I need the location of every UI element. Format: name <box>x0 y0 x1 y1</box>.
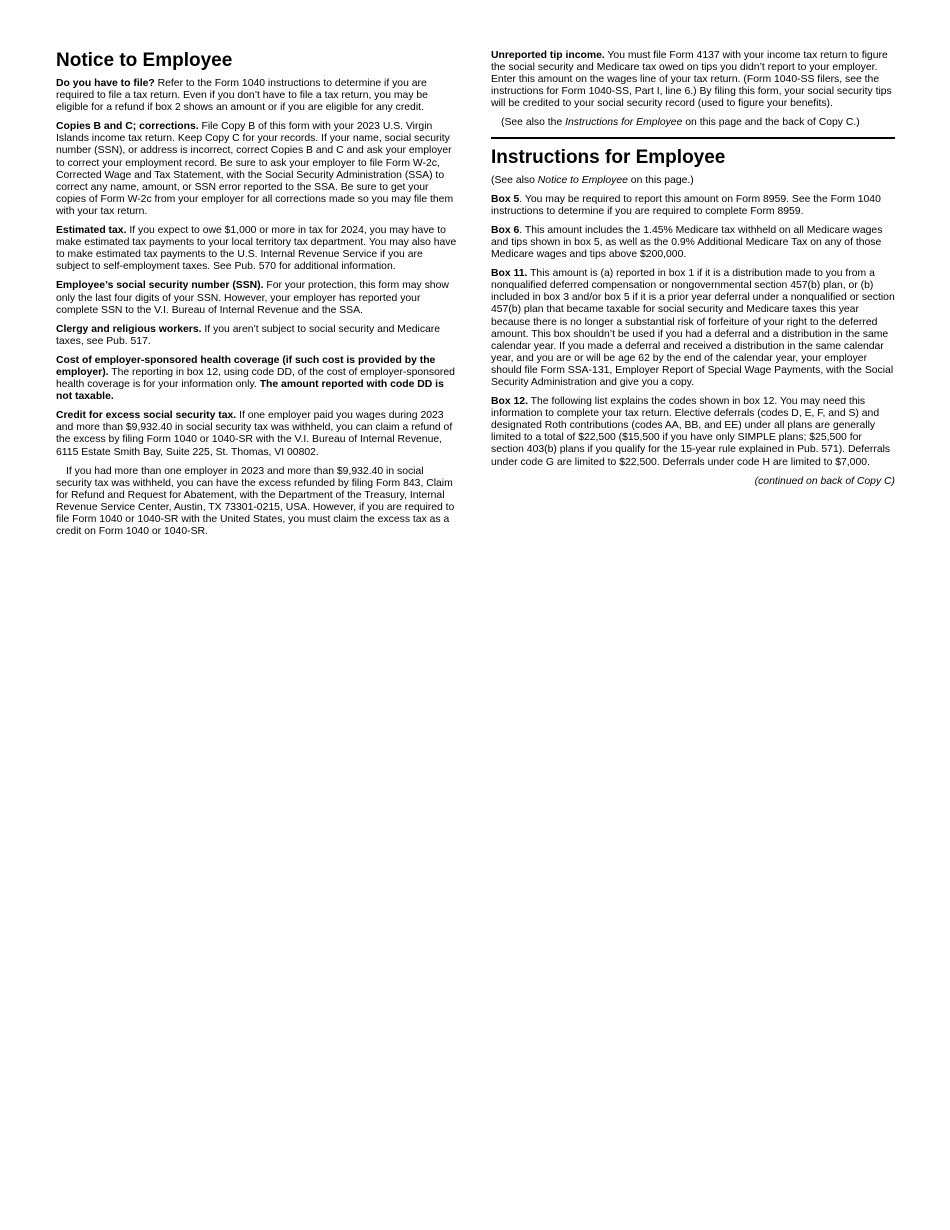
ssn-lead: Employee’s social security number (SSN). <box>56 280 264 292</box>
multiple-employers-paragraph: If you had more than one employer in 2023 and more than $9,932.40 in social security tax was withheld, you can have the excess refunded by filing Form 843, Claim for Refund and Request for Abatement, with the Department of the Treasury, Internal Revenue Service Center, Austin, TX 73301-0215, USA. However, if you are required to file Form 1040 or 1040-SR with the United States, you must claim the excess tax as a credit on Form 1040 or 1040-SR. <box>56 465 455 538</box>
health-coverage-paragraph: Cost of employer-sponsored health coverage (if such cost is provided by the employer). The reporting in box 12, using code DD, of the cost of employer-sponsored health coverage is for your information only. The amount reported with code DD is not taxable. <box>56 354 455 403</box>
box5-paragraph: Box 5. You may be required to report this amount on Form 8959. See the Form 1040 instructions to determine if you are required to complete Form 8959. <box>491 193 881 217</box>
box12-paragraph: Box 12. The following list explains the codes shown in box 12. You may need this information to complete your tax return. Elective deferrals (codes D, E, F, and S) and designated Roth contributions (codes AA, BB, and EE) under all plans are generally limited to a total of $22,500 ($15,500 if you have only SIMPLE plans; $25,500 for section 403(b) plans if you qualify for the 15-year rule explained in Pub. 571). Deferrals under code G are limited to $22,500. Deferrals under code H are limited to $7,000. <box>491 396 891 468</box>
continued-note: (continued on back of Copy C) <box>754 475 895 487</box>
box6-paragraph: Box 6. This amount includes the 1.45% Medicare tax withheld on all Medicare wages and tips shown in box 5, as well as the 0.9% Additional Medicare Tax on any of those Medicare wages and tips above $200,000. <box>491 224 883 261</box>
box6-lead: Box 6 <box>491 224 520 236</box>
box5-lead: Box 5 <box>491 193 520 205</box>
section-divider <box>491 137 895 139</box>
health-coverage-lead: Cost of employer-sponsored health coverage (if such cost is provided by the employer). <box>56 354 436 378</box>
box11-paragraph: Box 11. This amount is (a) reported in box 1 if it is a distribution made to you from a nonqualified deferred compensation or nongovernmental section 457(b) plan, or (b) included in box 3 and/or box 5 if it is a prior year deferral under a nonqualified or section 457(b) plan that became taxable for social security and Medicare taxes this year because there is no longer a substantial risk of forfeiture of your right to the deferred amount. This box shouldn’t be used if you had a deferral and a distribution in the same calendar year. If you made a deferral and received a distribution in the same calendar year, and you are or will be age 62 by the end of the calendar year, your employer should file Form SSA-131, Employer Report of Special Wage Payments, with the Social Security Administration and give you a copy. <box>491 268 895 388</box>
corrections-paragraph: Copies B and C; corrections. File Copy B of this form with your 2023 U.S. Virgin Islands income tax return. Keep Copy C for your records. If your name, social security number (SSN), or address is incorrect, correct Copies B and C and ask your employer to correct your employment record. Be sure to ask your employer to file Form W-2c, Corrected Wage and Tax Statement, with the Social Security Administration (SSA) to correct any name, amount, or SSN error reported to the SSA. Be sure to get your copies of Form W-2c from your employer for all corrections made so you may file them with your tax return. <box>56 121 454 217</box>
estimated-tax-lead: Estimated tax. <box>56 225 127 237</box>
instructions-title: Instructions for Employee <box>491 146 726 168</box>
ssn-paragraph: Employee’s social security number (SSN). For your protection, this form may show only the last four digits of your SSN. However, your employer has reported your complete SSN to the V.I. Bureau of Internal Revenue and the SSA. <box>56 280 449 316</box>
notice-column <box>56 50 458 545</box>
estimated-tax-paragraph: Estimated tax. If you expect to owe $1,000 or more in tax for 2024, you may have to make estimated tax payments to your local territory tax department. You may also have to make estimated tax payments to the U.S. Internal Revenue Service if you are subject to self-employment taxes. See Pub. 570 for additional information. <box>56 225 457 273</box>
excess-ss-tax-paragraph: Credit for excess social security tax. If one employer paid you wages during 2023 and more than $9,932.40 in social security tax was withheld, you can claim a refund of the excess by filing Form 1040 or 1040-SR with the V.I. Bureau of Internal Revenue, 6115 Estate Smith Bay, Suite 225, St. Thomas, VI 00802. <box>56 410 453 458</box>
clergy-lead: Clergy and religious workers. <box>56 323 202 335</box>
tip-income-paragraph: Unreported tip income. You must file Form 4137 with your income tax return to figure the social security and Medicare tax owed on tips you didn’t report to your employer. Enter this amount on the wages line of your tax return. (Form 1040-SS filers, see the instructions for Form 1040-SS, Part I, line 6.) By filing this form, your social security tips will be credited to your social security record (used to figure your benefits). <box>491 50 892 110</box>
corrections-lead: Copies B and C; corrections. <box>56 121 199 133</box>
instructions-see-also: (See also Notice to Employee on this page.) <box>491 174 694 186</box>
file-lead: Do you have to file? <box>56 78 155 89</box>
tip-see-also: (See also the Instructions for Employee on this page and the back of Copy C.) <box>501 117 860 129</box>
file-paragraph: Do you have to file? Refer to the Form 1040 instructions to determine if you are required to file a tax return. Even if you don’t have to file a tax return, you may be eligible for a refund if box 2 shows an amount or if you are eligible for any credit. <box>56 78 428 114</box>
excess-ss-tax-lead: Credit for excess social security tax. <box>56 410 237 422</box>
box12-lead: Box 12. <box>491 396 528 408</box>
tip-income-lead: Unreported tip income. <box>491 50 605 61</box>
clergy-paragraph: Clergy and religious workers. If you aren’t subject to social security and Medicare taxes, see Pub. 517. <box>56 323 441 347</box>
box11-lead: Box 11. <box>491 268 528 280</box>
notice-title: Notice to Employee <box>56 50 233 71</box>
instructions-column <box>491 50 895 488</box>
